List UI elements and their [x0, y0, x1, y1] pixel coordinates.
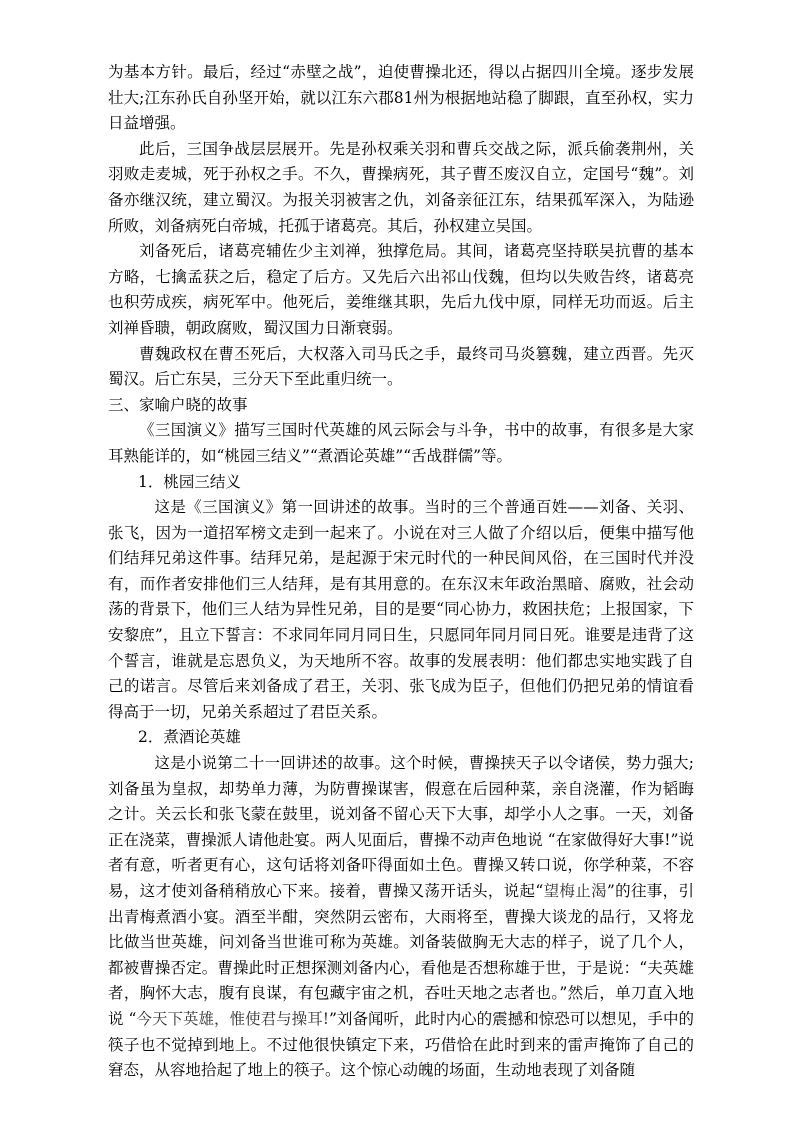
- subheading-heroes-over-wine: 2．煮酒论英雄: [138, 728, 241, 747]
- paragraph-western-jin: 曹魏政权在曹丕死后，大权落入司马氏之手，最终司马炎篡魏，建立西晋。先灭蜀汉。后亡东吴，三分天下至此重归统一。: [108, 344, 694, 389]
- paragraph-stories-intro: 《三国演义》描写三国时代英雄的风云际会与斗争，书中的故事，有很多是大家耳熟能详的，如“桃园三结义”“煮酒论英雄”“舌战群儒”等。: [108, 421, 694, 465]
- paragraph-peach-garden-oath: 这是《三国演义》第一回讲述的故事。当时的三个普通百姓——刘备、关羽、张飞，因为一道招军榜文走到一起来了。小说在对三人做了介绍以后，便集中描写他们结拜兄弟这件事。结拜兄弟，是起源于宋元时代的一种民间风俗，在三国时代并没有，而作者安排他们三人结拜，是有其用意的。在东汉末年政治黑暗、腐败，社会动荡的背景下，他们三人结为异性兄弟，目的是要“同心协力，救困扶危；上报国家，下安黎庶”，且立下誓言：不求同年同月同日生，只愿同年同月同日死。谁要是违背了这个誓言，谁就是忘恩负义，为天地所不容。故事的发展表明：他们都忠实地实践了自己的诺言。尽管后来刘备成了君王，关羽、张飞成为臣子，但他们仍把兄弟的情谊看得高于一切，兄弟关系超过了君臣关系。: [108, 498, 694, 721]
- paragraph-text-part: 这是小说第二十一回讲述的故事。这个时候，曹操挟天子以令诸侯，势力强大;刘备虽为皇叔，却势单力薄，为防曹操谋害，假意在后园种菜，亲自浇灌，作为韬晦之计。关云长和张飞蒙在鼓里，说刘备不留心天下大事，却学小人之事。一天，刘备正在浇菜，曹操派人请他赴宴。两人见面后，曹操不动声色地说 “在家做得好大事!”说者有意，听者更有心，这句话将刘备吓得面如土色。曹操又转口说，你学种菜，不容易，这才使刘备稍稍放心下来。接着，曹操又荡开话头，说起“: [108, 754, 694, 900]
- paragraph-text-part: ”刘备闻听，此时内心的震撼和惊恐可以想见，手中的筷子也不觉掉到地上。不过他很快镇定下来，巧借恰在此时到来的雷声掩饰了自己的窘态，从容地拾起了地上的筷子。这个惊心动魄的场面，生动地表现了刘备随: [108, 1009, 694, 1080]
- document-page: [108, 60, 694, 1084]
- quote-heroes-of-the-world: 今天下英雄，惟使君与操耳!: [136, 1009, 329, 1028]
- paragraph-zhuge-liang: 刘备死后，诸葛亮辅佐少主刘禅，独撑危局。其间，诸葛亮坚持联吴抗曹的基本方略，七擒孟获之后，稳定了后方。又先后六出祁山伐魏，但均以失败告终，诸葛亮也积劳成疾，病死军中。他死后，姜维继其职，先后九伐中原，同样无功而返。后主刘禅昏聩，朝政腐败，蜀汉国力日渐衰弱。: [108, 242, 694, 337]
- paragraph-intro-continuation: 为基本方针。最后，经过“赤壁之战”，迫使曹操北还，得以占据四川全境。逐步发展壮大;江东孙氏自孙坚开始，就以江东六郡81州为根据地站稳了脚跟，直至孙权，实力日益增强。: [108, 63, 694, 133]
- paragraph-text-part: ”的往事，引出青梅煮酒小宴。酒至半酣，突然阴云密布，大雨将至，曹操大谈龙的品行，又将龙比做当世英雄，问刘备当世谁可称为英雄。刘备装做胸无大志的样子，说了几个人，都被曹操否定。曹操此时正想探测刘备内心，看他是否想称雄于世，于是说：“夫英雄者，胸怀大志，腹有良谋，有包藏宇宙之机，吞吐天地之志者也。”然后，单刀直入地说 “: [108, 882, 694, 1028]
- section-heading-famous-stories: 三、家喻户晓的故事: [108, 395, 248, 414]
- paragraph-three-kingdoms-war: 此后，三国争战层层展开。先是孙权乘关羽和曹兵交战之际，派兵偷袭荆州，关羽败走麦城，死于孙权之手。不久，曹操病死，其子曹丕废汉自立，定国号“魏”。刘备亦继汉统，建立蜀汉。为报关羽被害之仇，刘备亲征江东，结果孤军深入，为陆逊所败，刘备病死白帝城，托孤于诸葛亮。其后，孙权建立吴国。: [108, 139, 694, 235]
- quote-plum-thirst: 望梅止渴: [543, 882, 607, 900]
- paragraph-heroes-over-wine: [108, 751, 694, 1084]
- subheading-peach-garden-oath: 1．桃园三结义: [138, 472, 241, 491]
